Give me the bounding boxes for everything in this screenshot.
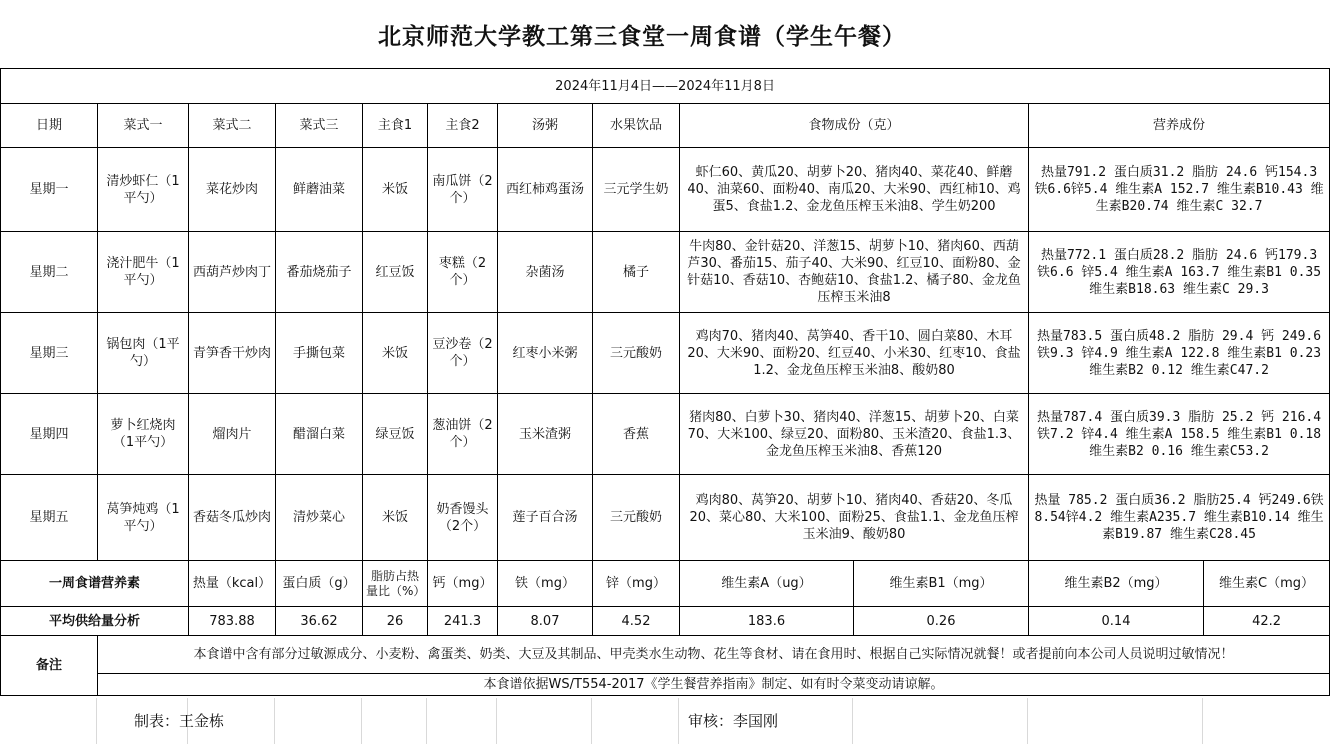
header-soup: 汤粥 <box>498 104 593 148</box>
dish1: 浇汁肥牛（1平勺） <box>98 232 189 313</box>
summary-value: 8.07 <box>498 607 593 636</box>
soup: 西红柿鸡蛋汤 <box>498 148 593 232</box>
dish1: 清炒虾仁（1平勺） <box>98 148 189 232</box>
table-row <box>1 394 1330 475</box>
summary-value: 183.6 <box>680 607 854 636</box>
footer-reviewer: 审核：李国刚 <box>688 712 779 730</box>
summary-label: 一周食谱营养素 <box>1 561 189 607</box>
notes-line-2: 本食谱依据WS/T554-2017《学生餐营养指南》制定、如有时令菜变动请谅解。 <box>98 674 1330 696</box>
staple1: 绿豆饭 <box>363 394 428 475</box>
summary-header: 维生素B2（mg） <box>1029 561 1204 607</box>
header-nutrition: 营养成份 <box>1029 104 1330 148</box>
nutrition: 热量 785.2 蛋白质36.2 脂肪25.4 钙249.6铁8.54锌4.2 维生素A235.7 维生素B10.14 维生素B19.87 维生素C28.45 <box>1029 475 1330 561</box>
dish1: 锅包肉（1平勺） <box>98 313 189 394</box>
summary-value: 0.26 <box>854 607 1029 636</box>
table-row <box>1 313 1330 394</box>
summary-value: 241.3 <box>428 607 498 636</box>
table-row <box>1 475 1330 561</box>
staple1: 米饭 <box>363 148 428 232</box>
staple1: 米饭 <box>363 475 428 561</box>
avg-label: 平均供给量分析 <box>1 607 189 636</box>
dish2: 香菇冬瓜炒肉 <box>189 475 276 561</box>
day-label: 星期三 <box>1 313 98 394</box>
summary-value: 4.52 <box>593 607 680 636</box>
header-fruit: 水果饮品 <box>593 104 680 148</box>
header-dish2: 菜式二 <box>189 104 276 148</box>
fruit: 橘子 <box>593 232 680 313</box>
notes-label: 备注 <box>1 636 98 696</box>
day-label: 星期五 <box>1 475 98 561</box>
notes-row <box>1 674 1330 696</box>
dish2: 西葫芦炒肉丁 <box>189 232 276 313</box>
summary-header: 锌（mg） <box>593 561 680 607</box>
staple1: 红豆饭 <box>363 232 428 313</box>
header-row <box>1 104 1330 148</box>
dish1: 萝卜红烧肉（1平勺） <box>98 394 189 475</box>
staple2: 南瓜饼（2个） <box>428 148 498 232</box>
header-staple2: 主食2 <box>428 104 498 148</box>
notes-line-1: 本食谱中含有部分过敏源成分、小麦粉、禽蛋类、奶类、大豆及其制品、甲壳类水生动物、花生等食材、请在食用时、根据自己实际情况就餐！或者提前向本公司人员说明过敏情况！ <box>98 636 1330 674</box>
header-date: 日期 <box>1 104 98 148</box>
dish3: 手撕包菜 <box>276 313 363 394</box>
nutrition: 热量772.1 蛋白质28.2 脂肪 24.6 钙179.3 铁6.6 锌5.4 维生素A 163.7 维生素B1 0.35 维生素B18.63 维生素C 29.3 <box>1029 232 1330 313</box>
dish3: 番茄烧茄子 <box>276 232 363 313</box>
summary-header: 热量（kcal） <box>189 561 276 607</box>
summary-header: 维生素A（ug） <box>680 561 854 607</box>
page-title: 北京师范大学教工第三食堂一周食谱（学生午餐） <box>378 23 906 50</box>
summary-value: 26 <box>363 607 428 636</box>
summary-values-row <box>1 607 1330 636</box>
header-dish3: 菜式三 <box>276 104 363 148</box>
ingredients: 鸡肉70、猪肉40、莴笋40、香干10、圆白菜80、木耳20、大米90、面粉20、红豆40、小米30、红枣10、食盐1.2、金龙鱼压榨玉米油8、酸奶80 <box>680 313 1029 394</box>
nutrition: 热量787.4 蛋白质39.3 脂肪 25.2 钙 216.4 铁7.2 锌4.4 维生素A 158.5 维生素B1 0.18 维生素B2 0.16 维生素C53.2 <box>1029 394 1330 475</box>
ingredients: 虾仁60、黄瓜20、胡萝卜20、猪肉40、菜花40、鲜蘑40、油菜60、面粉40、南瓜20、大米90、西红柿10、鸡蛋5、食盐1.2、金龙鱼压榨玉米油8、学生奶200 <box>680 148 1029 232</box>
fruit: 香蕉 <box>593 394 680 475</box>
staple2: 葱油饼（2个） <box>428 394 498 475</box>
summary-value: 783.88 <box>189 607 276 636</box>
fruit: 三元学生奶 <box>593 148 680 232</box>
nutrition: 热量783.5 蛋白质48.2 脂肪 29.4 钙 249.6 铁9.3 锌4.9 维生素A 122.8 维生素B1 0.23 维生素B2 0.12 维生素C47.2 <box>1029 313 1330 394</box>
summary-header-row <box>1 561 1330 607</box>
soup: 杂菌汤 <box>498 232 593 313</box>
summary-header: 维生素C（mg） <box>1204 561 1330 607</box>
table-row <box>1 232 1330 313</box>
header-dish1: 菜式一 <box>98 104 189 148</box>
footer <box>0 698 1284 744</box>
staple2: 枣糕（2个） <box>428 232 498 313</box>
day-label: 星期四 <box>1 394 98 475</box>
menu-table <box>0 68 1330 696</box>
ingredients: 猪肉80、白萝卜30、猪肉40、洋葱15、胡萝卜20、白菜70、大米100、绿豆20、面粉80、玉米渣20、食盐1.3、金龙鱼压榨玉米油8、香蕉120 <box>680 394 1029 475</box>
soup: 玉米渣粥 <box>498 394 593 475</box>
ingredients: 鸡肉80、莴笋20、胡萝卜10、猪肉40、香菇20、冬瓜20、菜心80、大米100、面粉25、食盐1.1、金龙鱼压榨玉米油9、酸奶80 <box>680 475 1029 561</box>
header-staple1: 主食1 <box>363 104 428 148</box>
summary-header: 铁（mg） <box>498 561 593 607</box>
day-label: 星期一 <box>1 148 98 232</box>
dish3: 清炒菜心 <box>276 475 363 561</box>
summary-value: 0.14 <box>1029 607 1204 636</box>
date-range: 2024年11月4日——2024年11月8日 <box>1 69 1330 104</box>
table-row <box>1 148 1330 232</box>
dish2: 菜花炒肉 <box>189 148 276 232</box>
notes-row <box>1 636 1330 674</box>
summary-header: 脂肪占热量比（%） <box>363 561 428 607</box>
footer-maker: 制表：王金栋 <box>134 712 225 730</box>
summary-value: 42.2 <box>1204 607 1330 636</box>
dish3: 鲜蘑油菜 <box>276 148 363 232</box>
summary-header: 蛋白质（g） <box>276 561 363 607</box>
day-label: 星期二 <box>1 232 98 313</box>
summary-header: 钙（mg） <box>428 561 498 607</box>
staple2: 奶香馒头（2个） <box>428 475 498 561</box>
soup: 莲子百合汤 <box>498 475 593 561</box>
staple1: 米饭 <box>363 313 428 394</box>
header-ingredients: 食物成份（克） <box>680 104 1029 148</box>
summary-header: 维生素B1（mg） <box>854 561 1029 607</box>
ingredients: 牛肉80、金针菇20、洋葱15、胡萝卜10、猪肉60、西葫芦30、番茄15、茄子40、大米90、红豆10、面粉80、金针菇10、香菇10、杏鲍菇10、食盐1.2、橘子80、金龙鱼压榨玉米油8 <box>680 232 1029 313</box>
nutrition: 热量791.2 蛋白质31.2 脂肪 24.6 钙154.3 铁6.6锌5.4 维生素A 152.7 维生素B10.43 维生素B20.74 维生素C 32.7 <box>1029 148 1330 232</box>
dish2: 熘肉片 <box>189 394 276 475</box>
fruit: 三元酸奶 <box>593 313 680 394</box>
soup: 红枣小米粥 <box>498 313 593 394</box>
staple2: 豆沙卷（2个） <box>428 313 498 394</box>
fruit: 三元酸奶 <box>593 475 680 561</box>
dish3: 醋溜白菜 <box>276 394 363 475</box>
dish1: 莴笋炖鸡（1平勺） <box>98 475 189 561</box>
dish2: 青笋香干炒肉 <box>189 313 276 394</box>
summary-value: 36.62 <box>276 607 363 636</box>
